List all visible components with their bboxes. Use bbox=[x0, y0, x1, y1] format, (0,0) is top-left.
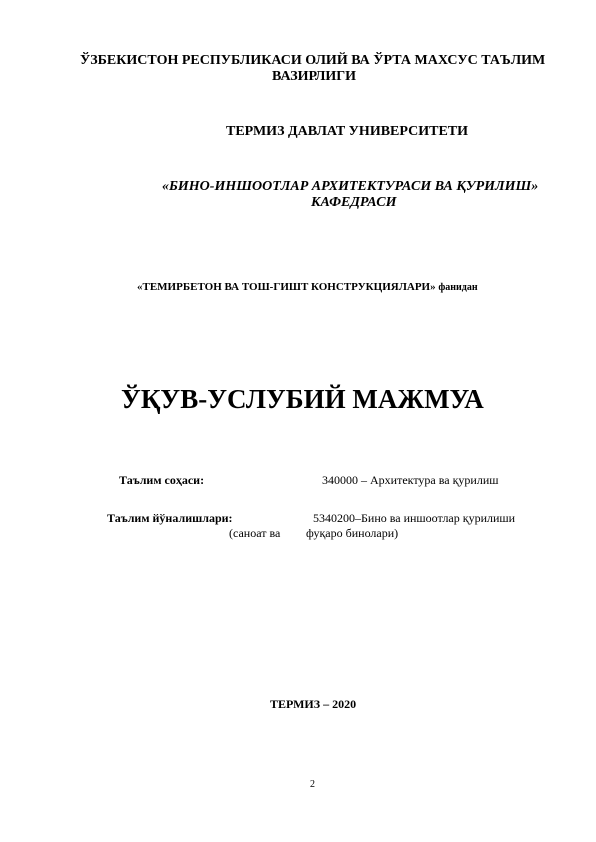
field-value: 340000 – Архитектура ва қурилиш bbox=[322, 473, 499, 487]
directions-value-line-2b: фуқаро бинолари) bbox=[306, 526, 399, 540]
directions-value-line-1: 5340200–Бино ва иншоотлар қурилиши bbox=[313, 511, 516, 525]
ministry-line-2: ВАЗИРЛИГИ bbox=[272, 69, 357, 84]
city-year: ТЕРМИЗ – 2020 bbox=[270, 697, 357, 711]
main-title: ЎҚУВ-УСЛУБИЙ МАЖМУА bbox=[121, 384, 484, 414]
department-line-2: КАФЕДРАСИ bbox=[311, 195, 397, 210]
directions-value-line-2a: (саноат ва bbox=[229, 526, 281, 540]
ministry-line-1: ЎЗБЕКИСТОН РЕСПУБЛИКАСИ ОЛИЙ ВА ЎРТА МАХСУС ТАЪЛИМ bbox=[80, 53, 546, 68]
subject-name: «ТЕМИРБЕТОН ВА ТОШ-ГИШТ КОНСТРУКЦИЯЛАРИ» bbox=[137, 281, 436, 293]
field-label: Таълим соҳаси: bbox=[119, 473, 205, 487]
directions-label: Таълим йўналишлари: bbox=[107, 511, 233, 525]
subject-suffix: фанидан bbox=[438, 282, 478, 293]
university-name: ТЕРМИЗ ДАВЛАТ УНИВЕРСИТЕТИ bbox=[226, 124, 469, 139]
department-line-1: «БИНО-ИНШООТЛАР АРХИТЕКТУРАСИ ВА ҚУРИЛИШ» bbox=[162, 179, 539, 194]
subject-line bbox=[137, 282, 478, 293]
page-number: 2 bbox=[310, 779, 315, 790]
